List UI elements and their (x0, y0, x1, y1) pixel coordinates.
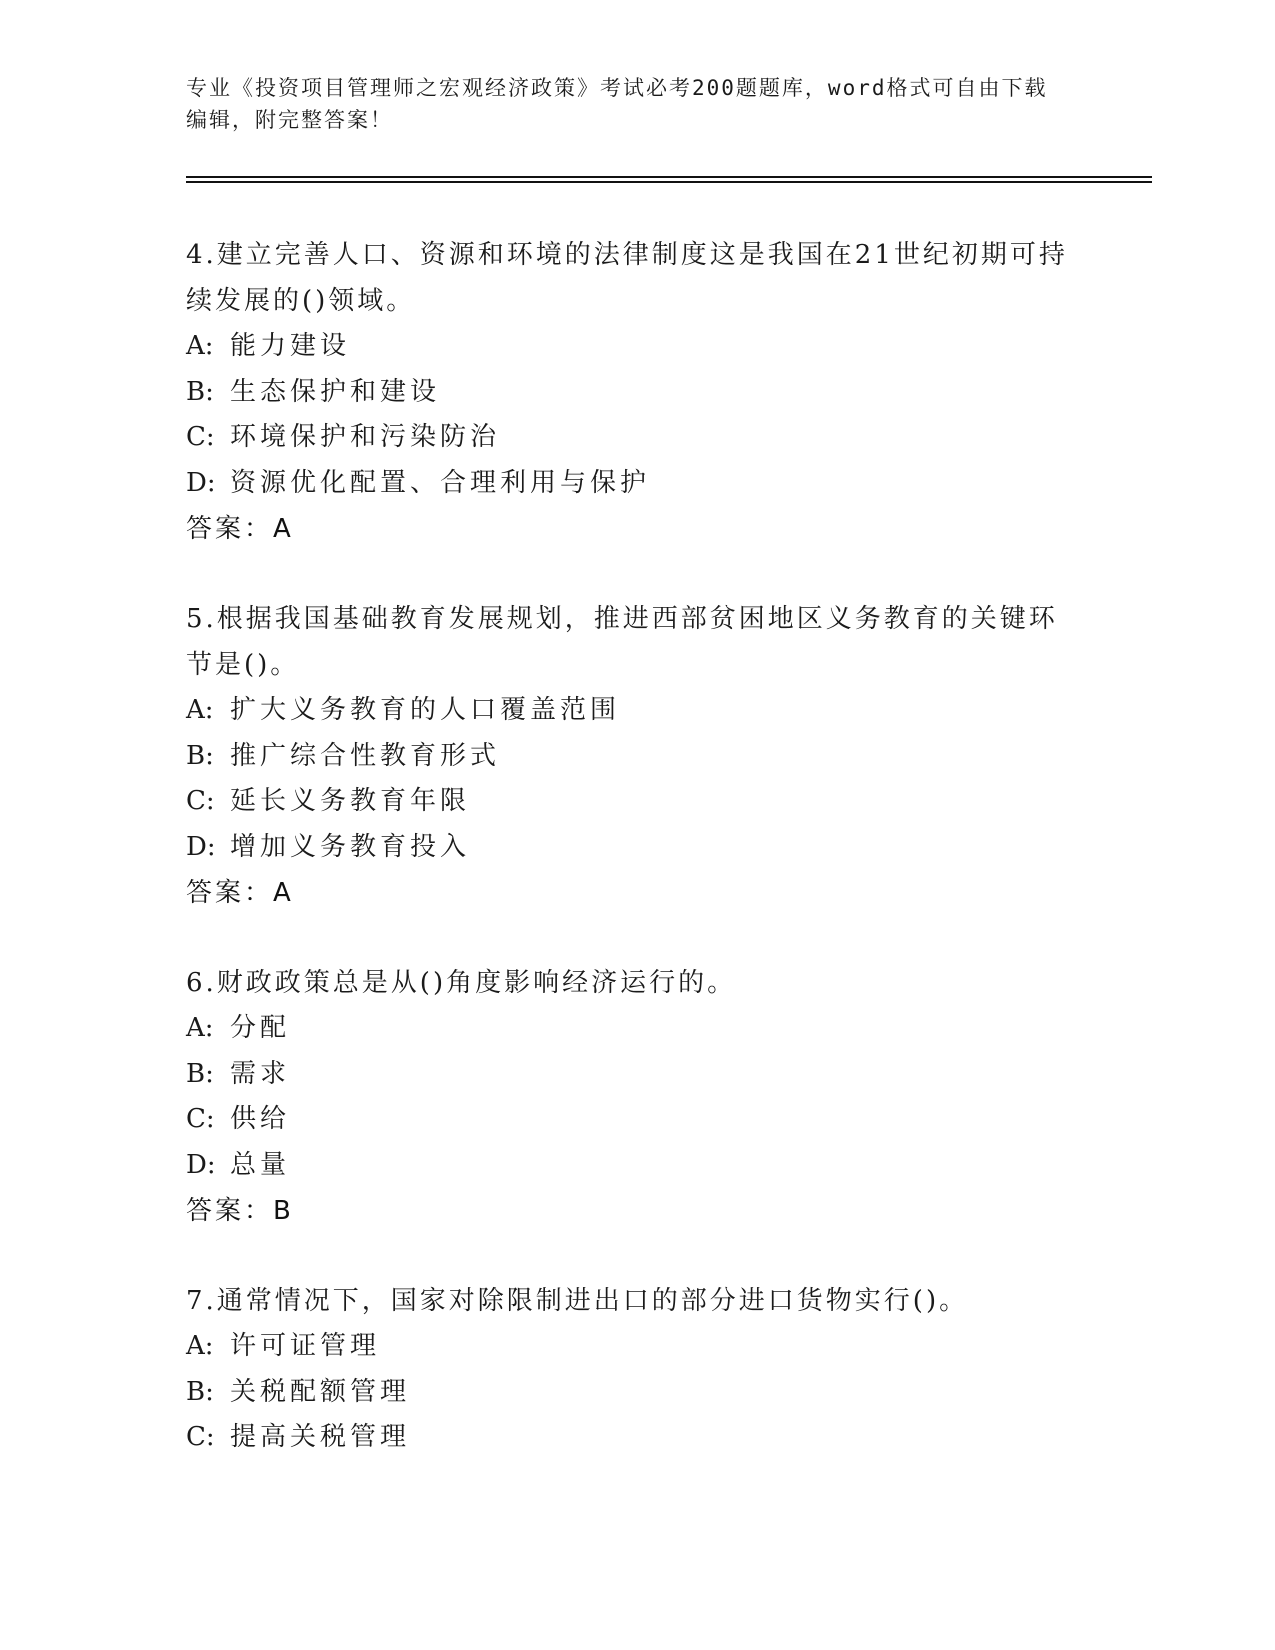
answer-line: 答案：A (186, 878, 294, 908)
question-6 (186, 960, 1086, 1234)
question-7 (186, 1278, 1086, 1461)
question-stem: 7.通常情况下，国家对除限制进出口的部分进口货物实行()。 (186, 1286, 969, 1316)
header-divider-bottom (186, 181, 1152, 183)
option-c (186, 415, 1086, 461)
option-c (186, 779, 1086, 825)
option-d (186, 461, 1086, 507)
option-key: A: (186, 1013, 214, 1043)
question-stem: 5.根据我国基础教育发展规划，推进西部贫困地区义务教育的关键环节是()。 (186, 604, 1058, 680)
option-text: 资源优化配置、合理利用与保护 (230, 467, 651, 498)
question-5 (186, 596, 1086, 916)
option-key: B: (186, 376, 214, 407)
question-list (186, 232, 1086, 1505)
option-key: B: (186, 1376, 214, 1407)
option-text: 能力建设 (230, 331, 351, 361)
option-b (186, 734, 1086, 780)
option-c (186, 1097, 1086, 1143)
document-header: 专业《投资项目管理师之宏观经济政策》考试必考200题题库，word格式可自由下载编辑，附完整答案！ (186, 76, 1048, 132)
option-b (186, 370, 1086, 416)
option-text: 延长义务教育年限 (230, 786, 471, 816)
option-key: A: (186, 695, 214, 725)
answer-line: 答案：B (186, 1196, 294, 1226)
option-text: 关税配额管理 (230, 1376, 411, 1407)
option-key: B: (186, 740, 214, 771)
option-key: C: (186, 1104, 215, 1134)
answer-line: 答案：A (186, 514, 294, 544)
option-key: D: (186, 1149, 216, 1180)
question-stem: 4.建立完善人口、资源和环境的法律制度这是我国在21世纪初期可持续发展的()领域。 (186, 240, 1068, 316)
option-b (186, 1370, 1086, 1416)
option-key: D: (186, 467, 216, 498)
option-key: C: (186, 422, 215, 452)
option-b (186, 1052, 1086, 1098)
option-text: 推广综合性教育形式 (230, 740, 501, 771)
option-key: C: (186, 1422, 215, 1452)
header-divider-top (186, 176, 1152, 178)
option-c (186, 1415, 1086, 1461)
option-text: 分配 (230, 1013, 291, 1043)
option-text: 环境保护和污染防治 (230, 422, 501, 452)
option-text: 供给 (230, 1104, 291, 1134)
option-text: 生态保护和建设 (230, 376, 441, 407)
option-text: 增加义务教育投入 (230, 831, 471, 862)
option-a (186, 688, 1086, 734)
option-text: 扩大义务教育的人口覆盖范围 (230, 695, 621, 725)
option-text: 提高关税管理 (230, 1422, 411, 1452)
option-d (186, 1143, 1086, 1189)
option-key: C: (186, 786, 215, 816)
option-a (186, 1324, 1086, 1370)
option-a (186, 1006, 1086, 1052)
option-text: 许可证管理 (230, 1331, 381, 1361)
option-d (186, 825, 1086, 871)
option-key: D: (186, 831, 216, 862)
question-4 (186, 232, 1086, 552)
question-stem: 6.财政政策总是从()角度影响经济运行的。 (186, 968, 737, 998)
option-text: 总量 (230, 1149, 291, 1180)
option-a (186, 324, 1086, 370)
option-text: 需求 (230, 1058, 291, 1089)
option-key: A: (186, 1331, 214, 1361)
option-key: A: (186, 331, 214, 361)
option-key: B: (186, 1058, 214, 1089)
